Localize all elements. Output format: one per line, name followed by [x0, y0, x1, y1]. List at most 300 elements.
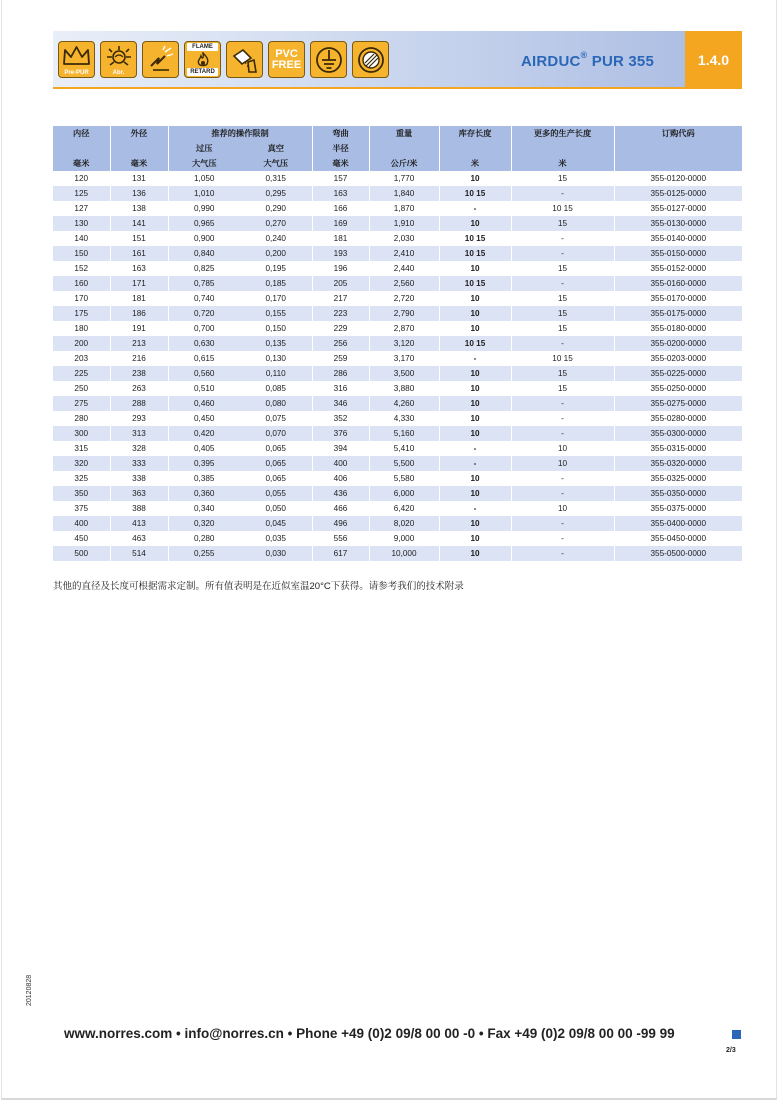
- pvc-free-icon: [268, 41, 305, 78]
- table-cell: 0,070: [240, 426, 312, 441]
- table-cell: 10: [439, 531, 511, 546]
- table-cell: 10 15: [439, 276, 511, 291]
- page-number: 2/3: [726, 1047, 736, 1054]
- table-row: [53, 336, 742, 351]
- table-cell: 196: [312, 261, 369, 276]
- table-cell: -: [511, 486, 614, 501]
- col-header-bend: 弯曲: [312, 126, 369, 141]
- table-cell: 436: [312, 486, 369, 501]
- table-cell: 186: [110, 306, 168, 321]
- table-cell: 10 15: [439, 246, 511, 261]
- table-cell: 0,825: [168, 261, 240, 276]
- table-row: [53, 291, 742, 306]
- table-cell: 217: [312, 291, 369, 306]
- table-cell: 157: [312, 171, 369, 186]
- table-cell: 10: [439, 546, 511, 561]
- table-cell: 300: [53, 426, 110, 441]
- table-cell: 355-0200-0000: [614, 336, 742, 351]
- table-cell: 413: [110, 516, 168, 531]
- table-cell: 10: [439, 216, 511, 231]
- table-cell: -: [511, 186, 614, 201]
- table-cell: 0,085: [265, 384, 286, 393]
- table-cell: -: [439, 441, 511, 456]
- table-cell: 259: [312, 351, 369, 366]
- table-cell: 0,200: [240, 246, 312, 261]
- table-cell: 3,120: [369, 336, 439, 351]
- table-cell: 0,065: [265, 474, 286, 483]
- table-cell: 556: [312, 531, 369, 546]
- table-cell: 0,055: [240, 486, 312, 501]
- table-cell: 4,260: [369, 396, 439, 411]
- table-cell: 0,045: [240, 516, 312, 531]
- table-cell: -: [439, 456, 511, 471]
- table-cell: -: [511, 546, 614, 561]
- table-cell: 0,280: [168, 531, 240, 546]
- table-cell: 2,560: [369, 276, 439, 291]
- table-cell: 200: [53, 336, 110, 351]
- unit-mm: 毫米: [110, 156, 168, 171]
- section-number: 1.4.0: [685, 31, 742, 88]
- table-cell: 346: [312, 396, 369, 411]
- table-cell: 2,870: [369, 321, 439, 336]
- table-cell: 250: [74, 384, 89, 393]
- table-cell: -: [511, 231, 614, 246]
- table-cell: 0,615: [168, 351, 240, 366]
- table-cell: -: [439, 351, 511, 366]
- table-row: [53, 501, 742, 516]
- table-cell: 355-0175-0000: [614, 306, 742, 321]
- table-cell: 161: [110, 246, 168, 261]
- table-cell: -: [511, 531, 614, 546]
- contact-footer: www.norres.com • info@norres.cn • Phone +49 (0)2 09/8 00 00 -0 • Fax +49 (0)2 09/8 00 00 -99 99: [64, 1026, 675, 1041]
- table-cell: 355-0170-0000: [614, 291, 742, 306]
- table-cell: 193: [312, 246, 369, 261]
- table-cell: 0,240: [265, 234, 286, 243]
- table-row: [53, 366, 742, 381]
- table-row: [53, 306, 742, 321]
- table-cell: 0,255: [168, 546, 240, 561]
- table-cell: 0,195: [265, 264, 286, 273]
- table-cell: 375: [74, 504, 89, 513]
- table-cell: 171: [110, 276, 168, 291]
- table-cell: 355-0250-0000: [614, 381, 742, 396]
- table-cell: 10: [439, 381, 511, 396]
- table-cell: -: [511, 426, 614, 441]
- table-cell: -: [439, 201, 511, 216]
- table-cell: 3,500: [369, 366, 439, 381]
- table-cell: 160: [53, 276, 110, 291]
- table-cell: 355-0325-0000: [614, 471, 742, 486]
- table-cell: 10 15: [439, 231, 511, 246]
- table-cell: 0,150: [265, 324, 286, 333]
- table-cell: 0,110: [240, 366, 312, 381]
- unit-bar: 大气压: [240, 156, 312, 171]
- table-row: [53, 186, 742, 201]
- table-cell: 10: [439, 516, 511, 531]
- unit-kg-per-m: 公斤/米: [369, 156, 439, 171]
- table-cell: 355-0225-0000: [614, 366, 742, 381]
- table-cell: 15: [511, 291, 614, 306]
- table-row: [53, 261, 742, 276]
- table-cell: 315: [74, 444, 89, 453]
- table-cell: 10: [511, 441, 614, 456]
- table-cell: 166: [312, 201, 369, 216]
- product-title: [521, 52, 654, 70]
- table-cell: 10: [439, 171, 511, 186]
- table-cell: 355-0350-0000: [614, 486, 742, 501]
- table-cell: 450: [74, 534, 89, 543]
- table-cell: 130: [53, 216, 110, 231]
- table-cell: 10: [439, 366, 511, 381]
- table-cell: 10,000: [369, 546, 439, 561]
- table-cell: 355-0375-0000: [614, 501, 742, 516]
- table-cell: 140: [74, 234, 89, 243]
- table-cell: 10 15: [511, 201, 614, 216]
- table-row: [53, 396, 742, 411]
- table-row: [53, 471, 742, 486]
- table-cell: 400: [312, 456, 369, 471]
- table-cell: 1,840: [369, 186, 439, 201]
- table-cell: 15: [511, 366, 614, 381]
- table-cell: 0,295: [240, 186, 312, 201]
- spark-hand-icon: [142, 41, 179, 78]
- table-cell: 376: [312, 426, 369, 441]
- table-row: [53, 216, 742, 231]
- table-cell: 388: [110, 501, 168, 516]
- col-header-outer-diameter: 外径: [110, 126, 168, 141]
- table-cell: 5,410: [369, 441, 439, 456]
- table-cell: 0,315: [265, 174, 286, 183]
- footnote: 其他的直径及长度可根据需求定制。所有值表明是在近似室温20°C下获得。请参考我们的技术附录: [53, 581, 464, 592]
- table-row: [53, 246, 742, 261]
- table-cell: 10: [439, 396, 511, 411]
- table-cell: 275: [53, 396, 110, 411]
- table-cell: 0,395: [168, 456, 240, 471]
- table-cell: 6,000: [369, 486, 439, 501]
- table-cell: 127: [74, 204, 89, 213]
- page-header: [53, 31, 742, 88]
- table-cell: 10 15: [439, 336, 511, 351]
- spec-table-body: [53, 171, 742, 561]
- table-cell: 0,065: [265, 444, 286, 453]
- table-cell: 163: [110, 261, 168, 276]
- col-header-overpressure: 过压: [168, 141, 240, 156]
- table-row: [53, 321, 742, 336]
- col-header-inner-diameter: 内径: [53, 126, 110, 141]
- table-cell: 288: [110, 396, 168, 411]
- pre-pur-label: Pre-PUR: [64, 70, 89, 76]
- table-cell: 0,035: [265, 534, 286, 543]
- unit-mm: 毫米: [53, 156, 110, 171]
- table-cell: 400: [53, 516, 110, 531]
- table-cell: 175: [53, 306, 110, 321]
- table-cell: 0,135: [240, 336, 312, 351]
- table-cell: 0,990: [168, 201, 240, 216]
- table-cell: 355-0280-0000: [614, 411, 742, 426]
- table-row: [53, 546, 742, 561]
- table-cell: 355-0152-0000: [614, 261, 742, 276]
- unit-m: 米: [439, 156, 511, 171]
- col-header-order-code: 订购代码: [614, 126, 742, 141]
- table-cell: 10: [439, 321, 511, 336]
- col-header-vacuum: 真空: [240, 141, 312, 156]
- table-cell: 8,020: [369, 516, 439, 531]
- table-cell: 10: [439, 291, 511, 306]
- table-cell: 263: [110, 381, 168, 396]
- table-cell: 181: [312, 231, 369, 246]
- table-cell: 0,405: [168, 441, 240, 456]
- header-row-1: [53, 126, 742, 141]
- table-cell: 15: [511, 321, 614, 336]
- table-row: [53, 531, 742, 546]
- table-cell: 355-0127-0000: [614, 201, 742, 216]
- table-cell: 1,770: [369, 171, 439, 186]
- table-row: [53, 171, 742, 186]
- table-cell: 0,320: [168, 516, 240, 531]
- table-cell: 338: [110, 471, 168, 486]
- table-cell: 180: [74, 324, 89, 333]
- table-cell: 0,785: [168, 276, 240, 291]
- table-cell: 355-0180-0000: [614, 321, 742, 336]
- table-cell: 0,170: [265, 294, 286, 303]
- table-row: [53, 231, 742, 246]
- table-cell: 355-0400-0000: [614, 516, 742, 531]
- table-cell: 0,965: [168, 216, 240, 231]
- table-cell: 394: [312, 441, 369, 456]
- table-cell: 355-0320-0000: [614, 456, 742, 471]
- table-cell: 316: [312, 381, 369, 396]
- table-cell: 138: [110, 201, 168, 216]
- table-row: [53, 516, 742, 531]
- table-cell: 163: [312, 186, 369, 201]
- table-cell: 213: [110, 336, 168, 351]
- table-row: [53, 276, 742, 291]
- table-cell: 514: [110, 546, 168, 561]
- table-cell: 352: [312, 411, 369, 426]
- table-cell: 10: [511, 456, 614, 471]
- table-cell: 0,155: [240, 306, 312, 321]
- table-cell: 15: [511, 306, 614, 321]
- table-cell: 203: [74, 354, 89, 363]
- header-row-2: [53, 141, 742, 156]
- flame-retard-icon: [184, 41, 221, 78]
- table-cell: 0,510: [168, 381, 240, 396]
- table-cell: 355-0300-0000: [614, 426, 742, 441]
- abrasion-icon: [100, 41, 137, 78]
- table-cell: 10: [439, 471, 511, 486]
- retard-label: RETARD: [187, 68, 218, 76]
- table-cell: 169: [312, 216, 369, 231]
- table-cell: 286: [312, 366, 369, 381]
- product-name: AIRDUC: [520, 53, 581, 70]
- table-cell: 0,030: [240, 546, 312, 561]
- table-cell: 496: [312, 516, 369, 531]
- table-cell: 463: [110, 531, 168, 546]
- free-label: FREE: [271, 58, 302, 71]
- table-cell: 355-0275-0000: [614, 396, 742, 411]
- table-cell: 191: [110, 321, 168, 336]
- table-cell: 0,360: [168, 486, 240, 501]
- table-cell: 350: [53, 486, 110, 501]
- table-cell: 466: [312, 501, 369, 516]
- table-cell: 355-0130-0000: [614, 216, 742, 231]
- table-cell: 4,330: [369, 411, 439, 426]
- table-cell: -: [511, 471, 614, 486]
- header-row-units: [53, 156, 742, 171]
- table-cell: 500: [53, 546, 110, 561]
- table-cell: 10: [439, 306, 511, 321]
- unit-bar: 大气压: [168, 156, 240, 171]
- table-row: [53, 486, 742, 501]
- table-cell: 355-0150-0000: [614, 246, 742, 261]
- table-cell: 10: [439, 261, 511, 276]
- table-cell: 10 15: [511, 351, 614, 366]
- table-cell: 6,420: [369, 501, 439, 516]
- table-cell: 0,900: [168, 231, 240, 246]
- table-cell: 15: [511, 171, 614, 186]
- table-cell: 2,410: [369, 246, 439, 261]
- table-cell: 0,630: [168, 336, 240, 351]
- chemical-resistance-icon: [226, 41, 263, 78]
- table-cell: 2,030: [369, 231, 439, 246]
- table-cell: 2,720: [369, 291, 439, 306]
- spec-table: [53, 126, 742, 561]
- table-row: [53, 201, 742, 216]
- table-cell: 3,880: [369, 381, 439, 396]
- flame-label: FLAME: [187, 43, 218, 51]
- table-cell: -: [439, 501, 511, 516]
- pvc-label: PVC: [275, 47, 298, 60]
- table-cell: 229: [312, 321, 369, 336]
- table-cell: 0,050: [265, 504, 286, 513]
- table-row: [53, 426, 742, 441]
- table-cell: -: [511, 516, 614, 531]
- table-cell: 120: [74, 174, 89, 183]
- table-cell: 2,790: [369, 306, 439, 321]
- table-row: [53, 441, 742, 456]
- table-cell: 355-0140-0000: [614, 231, 742, 246]
- table-cell: 0,700: [168, 321, 240, 336]
- table-cell: 0,080: [240, 396, 312, 411]
- table-cell: 131: [110, 171, 168, 186]
- table-row: [53, 381, 742, 396]
- feature-icons: [58, 41, 389, 78]
- table-row: [53, 456, 742, 471]
- pre-pur-icon: [58, 41, 95, 78]
- table-cell: 0,740: [168, 291, 240, 306]
- table-cell: 15: [511, 216, 614, 231]
- table-cell: 617: [312, 546, 369, 561]
- table-cell: 15: [511, 381, 614, 396]
- table-cell: 0,720: [168, 306, 240, 321]
- table-cell: 15: [511, 261, 614, 276]
- table-cell: 9,000: [369, 531, 439, 546]
- col-header-weight: 重量: [369, 126, 439, 141]
- table-cell: 151: [110, 231, 168, 246]
- col-header-radius: 半径: [312, 141, 369, 156]
- table-cell: -: [511, 396, 614, 411]
- table-cell: 355-0120-0000: [614, 171, 742, 186]
- wire-helix-icon: [352, 41, 389, 78]
- table-cell: 1,910: [369, 216, 439, 231]
- table-cell: 0,270: [240, 216, 312, 231]
- table-cell: 170: [74, 294, 89, 303]
- table-cell: 325: [74, 474, 89, 483]
- abrasion-label: Abr.: [112, 70, 125, 76]
- table-cell: 328: [110, 441, 168, 456]
- table-cell: 1,050: [168, 171, 240, 186]
- table-cell: 0,460: [168, 396, 240, 411]
- col-header-more-lengths: 更多的生产长度: [511, 126, 614, 141]
- table-cell: 280: [74, 414, 89, 423]
- table-cell: 355-0203-0000: [614, 351, 742, 366]
- table-cell: 333: [110, 456, 168, 471]
- table-cell: 0,450: [168, 411, 240, 426]
- table-cell: 256: [312, 336, 369, 351]
- table-cell: 355-0125-0000: [614, 186, 742, 201]
- table-cell: 10 15: [439, 186, 511, 201]
- table-cell: 0,385: [168, 471, 240, 486]
- header-rule: [53, 87, 742, 89]
- table-cell: 10: [439, 486, 511, 501]
- table-row: [53, 351, 742, 366]
- table-cell: -: [511, 246, 614, 261]
- table-cell: 1,010: [168, 186, 240, 201]
- table-cell: 141: [110, 216, 168, 231]
- table-row: [53, 411, 742, 426]
- table-cell: 355-0315-0000: [614, 441, 742, 456]
- table-cell: 0,420: [168, 426, 240, 441]
- table-cell: 205: [312, 276, 369, 291]
- table-cell: 3,170: [369, 351, 439, 366]
- col-header-operating-limits: 推荐的操作限制: [168, 126, 312, 141]
- table-cell: 0,840: [168, 246, 240, 261]
- table-cell: 0,340: [168, 501, 240, 516]
- table-cell: 125: [53, 186, 110, 201]
- table-cell: 5,500: [369, 456, 439, 471]
- table-cell: 363: [110, 486, 168, 501]
- table-cell: -: [511, 411, 614, 426]
- table-cell: 238: [110, 366, 168, 381]
- table-cell: 216: [110, 351, 168, 366]
- table-cell: 223: [312, 306, 369, 321]
- table-cell: 0,290: [265, 204, 286, 213]
- table-cell: 136: [110, 186, 168, 201]
- unit-m: 米: [511, 156, 614, 171]
- table-cell: 225: [53, 366, 110, 381]
- table-cell: 152: [74, 264, 89, 273]
- table-cell: -: [511, 336, 614, 351]
- table-cell: 10: [439, 411, 511, 426]
- col-header-stock-length: 库存长度: [439, 126, 511, 141]
- table-cell: 0,130: [265, 354, 286, 363]
- table-cell: 10: [511, 501, 614, 516]
- table-cell: 150: [53, 246, 110, 261]
- table-cell: 293: [110, 411, 168, 426]
- table-cell: 355-0160-0000: [614, 276, 742, 291]
- table-cell: 5,160: [369, 426, 439, 441]
- table-cell: 313: [110, 426, 168, 441]
- footer-square-icon: [732, 1030, 741, 1039]
- table-cell: 355-0500-0000: [614, 546, 742, 561]
- unit-mm: 毫米: [312, 156, 369, 171]
- table-cell: 0,560: [168, 366, 240, 381]
- table-cell: 320: [53, 456, 110, 471]
- registered-mark: ®: [580, 50, 588, 60]
- product-model: PUR 355: [591, 53, 654, 70]
- table-cell: 10: [439, 426, 511, 441]
- table-cell: 5,580: [369, 471, 439, 486]
